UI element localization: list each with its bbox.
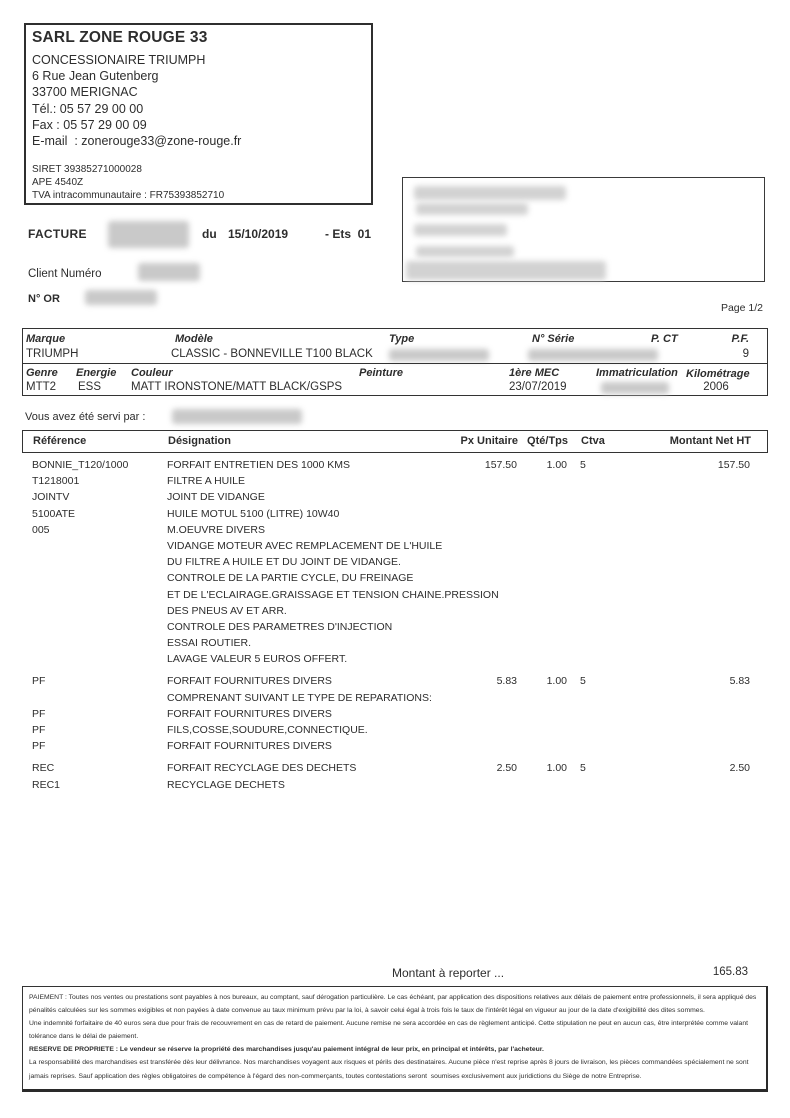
- table-row: [22, 762, 768, 778]
- vehicle-header-pct: P. CT: [651, 333, 678, 345]
- item-designation: COMPRENANT SUIVANT LE TYPE DE REPARATIONS:: [167, 691, 432, 704]
- table-row: [22, 605, 768, 621]
- item-montant-net-ht: 2.50: [729, 762, 750, 775]
- redacted-client-line: [414, 186, 566, 200]
- item-reference: BONNIE_T120/1000: [32, 459, 129, 471]
- company-address-line: Fax : 05 57 29 00 09: [32, 117, 147, 132]
- redacted-served-by-name: [172, 409, 302, 424]
- item-designation: CONTROLE DES PARAMETRES D'INJECTION: [167, 620, 393, 633]
- vehicle-header-type: Type: [389, 333, 415, 345]
- item-reference: 005: [32, 523, 50, 536]
- vehicle-header-serie: N° Série: [532, 333, 575, 345]
- terms-line: tolérance dans le délai de paiement.: [29, 1033, 139, 1041]
- item-designation: FILS,COSSE,SOUDURE,CONNECTIQUE.: [167, 724, 368, 736]
- table-row: [22, 692, 768, 708]
- client-address-box: [402, 177, 765, 282]
- redacted-client-line: [414, 224, 507, 236]
- col-header-montant-net-ht: Montant Net HT: [669, 435, 751, 447]
- item-designation: JOINT DE VIDANGE: [167, 491, 265, 504]
- table-row: [22, 708, 768, 724]
- redacted-client-line: [416, 203, 528, 215]
- items-list: [22, 459, 768, 795]
- table-row: [22, 653, 768, 669]
- item-designation: FORFAIT ENTRETIEN DES 1000 KMS: [167, 459, 351, 471]
- redacted-vehicle-plate: [601, 382, 669, 394]
- company-legal-line: APE 4540Z: [32, 177, 84, 189]
- company-address-line: E-mail : zonerouge33@zone-rouge.fr: [32, 134, 242, 149]
- redacted-client-number: [138, 263, 200, 281]
- vehicle-header-modele: Modèle: [175, 333, 213, 345]
- table-row: [22, 724, 768, 740]
- company-box: [24, 23, 373, 205]
- or-number-label: N° OR: [28, 293, 60, 305]
- company-legal-line: TVA intracommunautaire : FR75393852710: [32, 190, 225, 202]
- col-header-px-unitaire: Px Unitaire: [460, 435, 518, 447]
- col-header-qte-tps: Qté/Tps: [527, 435, 568, 447]
- vehicle-couleur: MATT IRONSTONE/MATT BLACK/GSPS: [131, 381, 343, 393]
- vehicle-kilometrage: 2006: [703, 381, 729, 393]
- table-row: [22, 740, 768, 756]
- item-px-unitaire: 2.50: [496, 762, 517, 775]
- item-designation: FILTRE A HUILE: [167, 475, 245, 488]
- redacted-invoice-number: [108, 221, 189, 248]
- terms-box: [22, 986, 768, 1092]
- items-table-header: [22, 430, 768, 453]
- col-header-designation: Désignation: [168, 435, 231, 447]
- redacted-client-line: [406, 261, 606, 280]
- company-address-block: [32, 52, 371, 149]
- item-designation: HUILE MOTUL 5100 (LITRE) 10W40: [167, 507, 340, 520]
- table-row: [22, 572, 768, 588]
- item-designation: LAVAGE VALEUR 5 EUROS OFFERT.: [167, 653, 348, 666]
- table-row: [22, 621, 768, 637]
- invoice-date-prefix: du: [202, 227, 217, 241]
- vehicle-table-divider: [23, 363, 767, 364]
- redacted-vehicle-serial: [528, 349, 658, 361]
- item-qte-tps: 1.00: [546, 762, 567, 775]
- item-designation: CONTROLE DE LA PARTIE CYCLE, DU FREINAGE: [167, 572, 414, 585]
- item-montant-net-ht: 157.50: [717, 459, 750, 471]
- vehicle-modele: CLASSIC - BONNEVILLE T100 BLACK: [171, 348, 373, 360]
- client-number-label: Client Numéro: [28, 268, 102, 280]
- item-designation: FORFAIT FOURNITURES DIVERS: [167, 675, 332, 688]
- item-reference: REC1: [32, 778, 61, 791]
- table-row: [22, 540, 768, 556]
- item-qte-tps: 1.00: [546, 459, 567, 471]
- table-row: [22, 675, 768, 691]
- table-row: [22, 524, 768, 540]
- vehicle-table: [22, 328, 768, 396]
- company-legal-line: SIRET 39385271000028: [32, 164, 142, 176]
- item-px-unitaire: 157.50: [484, 459, 517, 471]
- terms-line: La responsabilité des marchandises est transférée dès leur délivrance. Nos marchandises voyagent aux risques et périls des destinataires. Aucune pièce n'est reprise après 8 jours de livraison, les pièces commandées spécialement ne sont: [29, 1059, 749, 1067]
- table-row: [22, 508, 768, 524]
- vehicle-header-immatriculation: Immatriculation: [596, 367, 678, 379]
- table-row: [22, 459, 768, 475]
- vehicle-pf: 9: [742, 348, 749, 360]
- vehicle-energie: ESS: [78, 381, 102, 393]
- item-designation: DES PNEUS AV ET ARR.: [167, 604, 287, 617]
- company-address-line: CONCESSIONAIRE TRIUMPH: [32, 53, 206, 67]
- table-row: [22, 556, 768, 572]
- vehicle-header-kilometrage: Kilométrage: [686, 368, 750, 380]
- item-reference: PF: [32, 675, 46, 688]
- item-montant-net-ht: 5.83: [729, 675, 750, 688]
- vehicle-header-pf: P.F.: [731, 333, 749, 345]
- vehicle-header-couleur: Couleur: [131, 367, 173, 379]
- item-designation: RECYCLAGE DECHETS: [167, 778, 285, 791]
- item-designation: M.OEUVRE DIVERS: [167, 523, 266, 536]
- table-row: [22, 589, 768, 605]
- item-ctva: 5: [580, 459, 586, 471]
- company-legal-block: [32, 163, 371, 202]
- vehicle-marque: TRIUMPH: [26, 348, 79, 360]
- item-designation: ET DE L'ECLAIRAGE.GRAISSAGE ET TENSION CHAINE.PRESSION: [167, 588, 499, 601]
- item-designation: ESSAI ROUTIER.: [167, 637, 252, 650]
- redacted-vehicle-type: [389, 349, 489, 361]
- terms-line: Une indemnité forfaitaire de 40 euros sera due pour frais de recouvrement en cas de retard de paiement. Aucune remise ne sera accordée en cas de règlement anticipé. Cette stipulation ne peut en aucun cas, être interprétée comme valant: [29, 1020, 748, 1028]
- col-header-reference: Référence: [33, 435, 87, 447]
- item-reference: PF: [32, 740, 46, 753]
- col-header-ctva: Ctva: [581, 435, 605, 447]
- item-reference: JOINTV: [32, 491, 70, 504]
- item-designation: FORFAIT FOURNITURES DIVERS: [167, 707, 332, 720]
- vehicle-header-mec: 1ère MEC: [509, 367, 560, 379]
- vehicle-header-peinture: Peinture: [359, 367, 404, 379]
- company-address-line: Tél.: 05 57 29 00 00: [32, 101, 144, 116]
- carry-over-label: Montant à reporter ...: [392, 966, 505, 980]
- terms-line: pénalités calculées sur les sommes exigibles et non payées à date convenue au taux minimum prévu par la loi, à savoir celui égal à trois fois le taux de l'intérêt légal en vigueur au jour de la date d'exigibilité des dites sommes.: [29, 1007, 705, 1015]
- company-address-line: 33700 MERIGNAC: [32, 85, 138, 100]
- terms-line: PAIEMENT : Toutes nos ventes ou prestations sont payables à nos bureaux, au comptant, sauf dérogation particulière. Le cas échéant, par application des dispositions relatives aux délais de paiement entre professionnels, il sera appliqué des: [29, 994, 757, 1001]
- item-reference: REC: [32, 762, 55, 775]
- item-qte-tps: 1.00: [546, 675, 567, 688]
- table-row: [22, 491, 768, 507]
- served-by-label: Vous avez été servi par :: [25, 411, 146, 423]
- vehicle-header-genre: Genre: [26, 367, 58, 379]
- item-ctva: 5: [580, 762, 586, 775]
- invoice-title: FACTURE: [28, 227, 87, 241]
- item-ctva: 5: [580, 675, 586, 688]
- company-name: SARL ZONE ROUGE 33: [32, 29, 208, 46]
- vehicle-genre: MTT2: [26, 381, 57, 393]
- item-designation: FORFAIT FOURNITURES DIVERS: [167, 740, 332, 753]
- carry-over-value: 165.83: [712, 966, 748, 978]
- table-row: [22, 779, 768, 795]
- vehicle-mec: 23/07/2019: [509, 381, 567, 393]
- page-number: Page 1/2: [720, 302, 763, 314]
- invoice-ets: - Ets 01: [325, 227, 372, 241]
- item-designation: FORFAIT RECYCLAGE DES DECHETS: [167, 762, 357, 775]
- item-reference: 5100ATE: [32, 507, 75, 520]
- terms-line: RESERVE DE PROPRIETE : Le vendeur se réserve la propriété des marchandises jusqu'au paiement intégral de leur prix, en principal et intérêts, par l'acheteur.: [29, 1046, 544, 1054]
- table-row: [22, 475, 768, 491]
- redacted-client-line: [416, 246, 514, 257]
- item-reference: T1218001: [32, 475, 80, 488]
- vehicle-header-marque: Marque: [26, 333, 66, 345]
- item-designation: VIDANGE MOTEUR AVEC REMPLACEMENT DE L'HUILE: [167, 539, 443, 552]
- invoice-date: 15/10/2019: [228, 227, 289, 241]
- redacted-or-number: [85, 290, 157, 305]
- table-row: [22, 637, 768, 653]
- item-reference: PF: [32, 707, 46, 720]
- terms-line: jamais reprises. Sauf application des règles obligatoires de compétence à l'égard des non-commerçants, toutes contestations seront soumises exclusivement aux juridictions du Siège de notre Entreprise.: [29, 1072, 642, 1080]
- item-reference: PF: [32, 724, 46, 736]
- company-address-line: 6 Rue Jean Gutenberg: [32, 69, 159, 84]
- item-designation: DU FILTRE A HUILE ET DU JOINT DE VIDANGE.: [167, 556, 401, 569]
- vehicle-header-energie: Energie: [76, 367, 117, 379]
- item-px-unitaire: 5.83: [496, 675, 517, 688]
